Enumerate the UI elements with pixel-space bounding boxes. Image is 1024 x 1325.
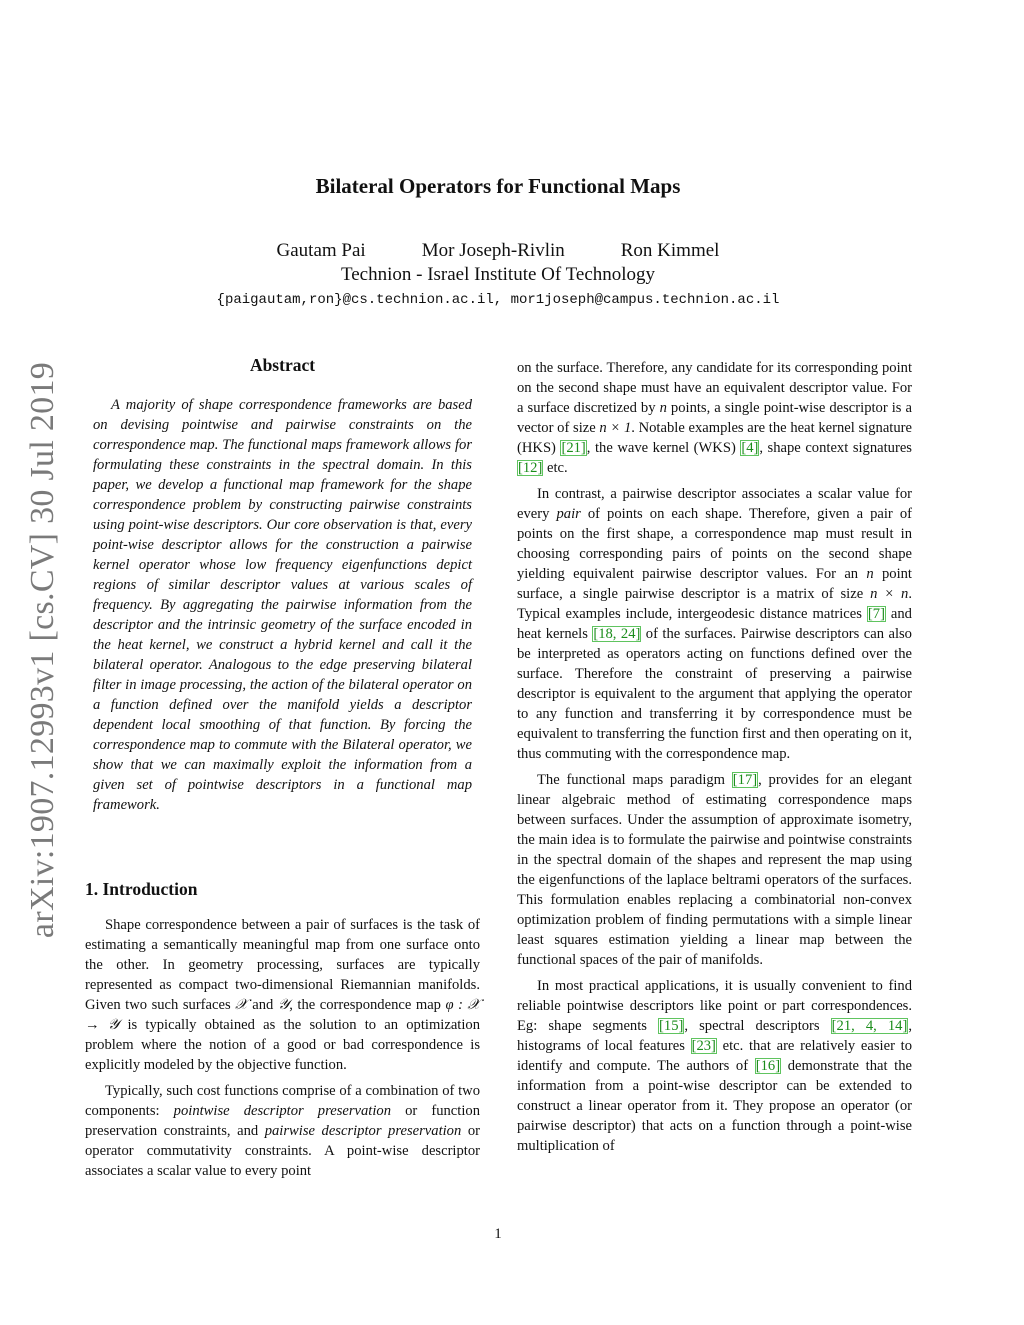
affiliation: Technion - Israel Institute Of Technology	[340, 264, 656, 285]
emphasis: pointwise descriptor preservation	[173, 1103, 392, 1119]
section-heading-introduction: 1. Introduction	[85, 879, 198, 899]
right-column	[517, 358, 912, 1162]
author-emails[interactable]: {paigautam,ron}@cs.technion.ac.il, mor1joseph@campus.technion.ac.il	[216, 292, 780, 308]
citation-link[interactable]: [17]	[732, 772, 758, 788]
page-number: 1	[494, 1226, 502, 1242]
arxiv-identifier[interactable]: arXiv:1907.12993v1 [cs.CV] 30 Jul 2019	[24, 361, 61, 939]
paragraph: The functional maps paradigm [17], provides for an elegant linear algebraic method of estimating correspondence maps between surfaces. Under the assumption of approximate isometry, the main idea is to formulate the pairwise and pointwise constraints in the spectral domain of the shapes and represent the map using the eigenfunctions of the laplace beltrami operators of the surfaces. This formulation enables replacing a combinatorial non-convex optimization problem of finding permutations with a simple linear least squares estimation yielding a linear map between the functional spaces of the pair of manifolds.	[517, 772, 912, 968]
citation-link[interactable]: [21, 4, 14]	[831, 1018, 908, 1034]
abstract-text: A majority of shape correspondence frameworks are based on devising pointwise and pairwise constraints on the correspondence map. The functional maps framework allows for formulating these constraints in the spectral domain. In this paper, we develop a functional map framework for the shape correspondence problem by constructing pairwise constraints using point-wise descriptors. Our core observation is that, every point-wise descriptor allows for the construction a pairwise kernel operator whose low frequency eigenfunctions depict regions of similar descriptor values at various scales of frequency. By aggregating the pairwise information from the descriptor and the intrinsic geometry of the surface encoded in the heat kernel, we construct a hybrid kernel and call it the bilateral operator. Analogous to the edge preserving bilateral filter in image processing, the action of the bilateral operator on a function defined over the manifold yields a descriptor dependent local smoothing of that function. By forcing the correspondence map to commute with the Bilateral operator, we show that we can maximally exploit the information from a given set of pointwise descriptors in a functional map framework.	[93, 397, 472, 813]
citation-link[interactable]: [21]	[561, 440, 586, 456]
author-list	[0, 240, 996, 262]
math-map: φ : 𝒳 → 𝒴	[85, 997, 480, 1033]
intro-paragraph-1: Shape correspondence between a pair of surfaces is the task of estimating a semantically meaningful map from one surface onto the other. In geometry processing, surfaces are typically represented as compact two-dimensional Riemannian manifolds. Given two such surfaces 𝒳 and 𝒴, the correspondence map φ : 𝒳 → 𝒴 is typically obtained as the solution to an optimization problem where the notion of a good or bad correspondence is explicitly modeled by the objective function.	[85, 917, 481, 1073]
citation-link[interactable]: [7]	[867, 606, 885, 622]
author-name: Mor Joseph-Rivlin	[421, 240, 565, 261]
citation-link[interactable]: [16]	[755, 1058, 781, 1074]
paragraph: In contrast, a pairwise descriptor associates a scalar value for every pair of points on each shape. Therefore, given a pair of points on the first shape, a correspondence map must result in choosing corresponding pairs of points on the second shape yielding equivalent pairwise descriptor values. For an n point surface, a single pairwise descriptor is a matrix of size n × n. Typical examples include, intergeodesic distance matrices [7] and heat kernels [18, 24] of the surfaces. Pairwise descriptors can also be interpreted as operators acting on functions defined over the surface. Therefore the constraint of preserving a pairwise descriptor is equivalent to the argument that applying the operator to any function and transferring it by correspondence must be equivalent to transferring the function first and then operating on it, thus commuting with the correspondence map.	[517, 486, 913, 762]
left-column	[85, 355, 480, 1187]
citation-link[interactable]: [15]	[659, 1018, 684, 1034]
citation-link[interactable]: [18, 24]	[593, 626, 641, 642]
citation-link[interactable]: [4]	[741, 440, 759, 456]
author-name: Gautam Pai	[276, 240, 366, 261]
intro-paragraph-2: Typically, such cost functions comprise of a combination of two components: pointwise descriptor preservation or function preservation constraints, and pairwise descriptor preservation or operator commutativity constraints. A point-wise descriptor associates a scalar value to every point	[85, 1083, 480, 1179]
paper-title: Bilateral Operators for Functional Maps	[315, 174, 681, 198]
paragraph: on the surface. Therefore, any candidate for its corresponding point on the second shape must have an equivalent descriptor value. For a surface discretized by n points, a single point-wise descriptor is a vector of size n × 1. Notable examples are the heat kernel signature (HKS) [21], the wave kernel (WKS) [4], shape context signatures [12] etc.	[517, 360, 912, 476]
emphasis: pairwise descriptor preservation	[264, 1123, 462, 1139]
citation-link[interactable]: [23]	[691, 1038, 716, 1054]
paragraph: In most practical applications, it is usually convenient to find reliable pointwise descriptors like point or part correspondences. Eg: shape segments [15], spectral descriptors [21, 4, 14], histograms of local features [23] etc. that are relatively easier to identify and compute. The authors of [16] demonstrate that the information from a point-wise descriptor can be extended to construct a linear operator from it. They propose an operator (or pairwise descriptor) that acts on a function through a point-wise multiplication of	[517, 978, 913, 1154]
abstract-heading: Abstract	[249, 355, 316, 375]
author-name: Ron Kimmel	[620, 240, 720, 261]
math-y: 𝒴	[277, 997, 290, 1013]
citation-link[interactable]: [12]	[518, 460, 543, 476]
math-x: 𝒳	[235, 997, 248, 1013]
